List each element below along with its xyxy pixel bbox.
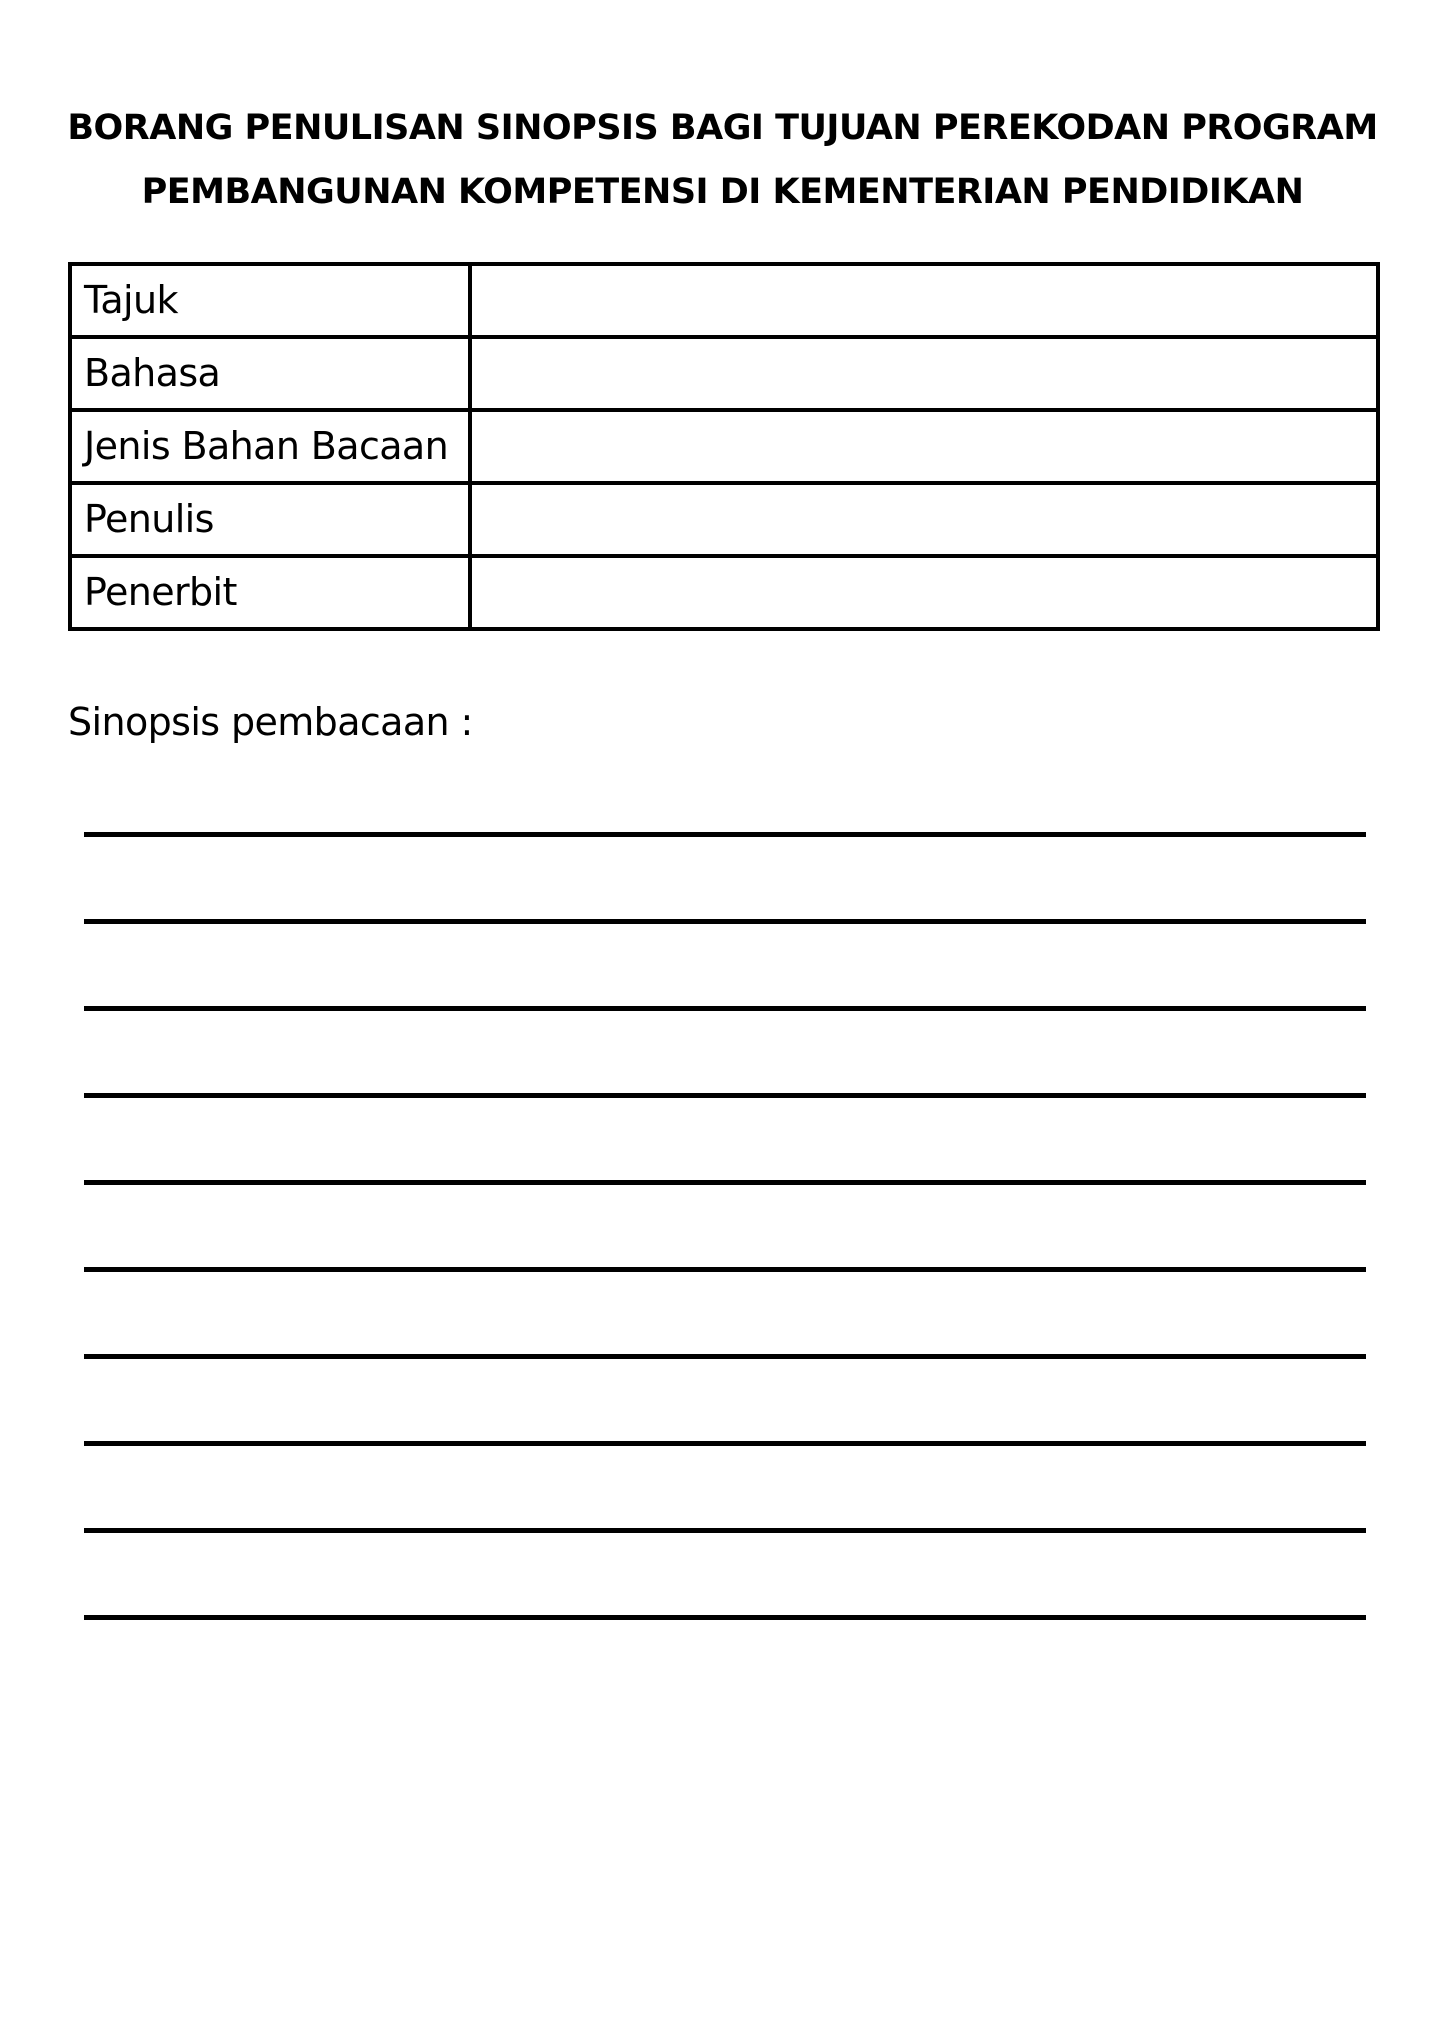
table-row xyxy=(70,483,1378,556)
synopsis-writing-line[interactable] xyxy=(84,1006,1366,1011)
form-title-line-2: PEMBANGUNAN KOMPETENSI DI KEMENTERIAN PENDIDIKAN xyxy=(141,172,1304,212)
table-row xyxy=(70,264,1378,337)
synopsis-writing-line[interactable] xyxy=(84,1528,1366,1533)
table-row xyxy=(70,337,1378,410)
jenis-bahan-bacaan-label: Jenis Bahan Bacaan xyxy=(70,410,470,483)
penulis-label: Penulis xyxy=(70,483,470,556)
form-title-line-1: BORANG PENULISAN SINOPSIS BAGI TUJUAN PEREKODAN PROGRAM xyxy=(67,108,1378,148)
book-info-table xyxy=(68,262,1380,631)
synopsis-writing-line[interactable] xyxy=(84,1615,1366,1620)
table-row xyxy=(70,556,1378,629)
bahasa-field[interactable] xyxy=(470,337,1378,410)
bahasa-label: Bahasa xyxy=(70,337,470,410)
tajuk-field[interactable] xyxy=(470,264,1378,337)
jenis-bahan-bacaan-field[interactable] xyxy=(470,410,1378,483)
tajuk-label: Tajuk xyxy=(70,264,470,337)
table-row xyxy=(70,410,1378,483)
synopsis-writing-line[interactable] xyxy=(84,832,1366,837)
synopsis-writing-line[interactable] xyxy=(84,919,1366,924)
penerbit-label: Penerbit xyxy=(70,556,470,629)
synopsis-writing-line[interactable] xyxy=(84,1354,1366,1359)
form-title xyxy=(0,96,1445,224)
penerbit-field[interactable] xyxy=(470,556,1378,629)
synopsis-writing-line[interactable] xyxy=(84,1267,1366,1272)
synopsis-writing-line[interactable] xyxy=(84,1441,1366,1446)
penulis-field[interactable] xyxy=(470,483,1378,556)
synopsis-writing-area[interactable] xyxy=(84,832,1366,1702)
synopsis-writing-line[interactable] xyxy=(84,1180,1366,1185)
synopsis-label: Sinopsis pembacaan : xyxy=(68,700,473,744)
synopsis-writing-line[interactable] xyxy=(84,1093,1366,1098)
